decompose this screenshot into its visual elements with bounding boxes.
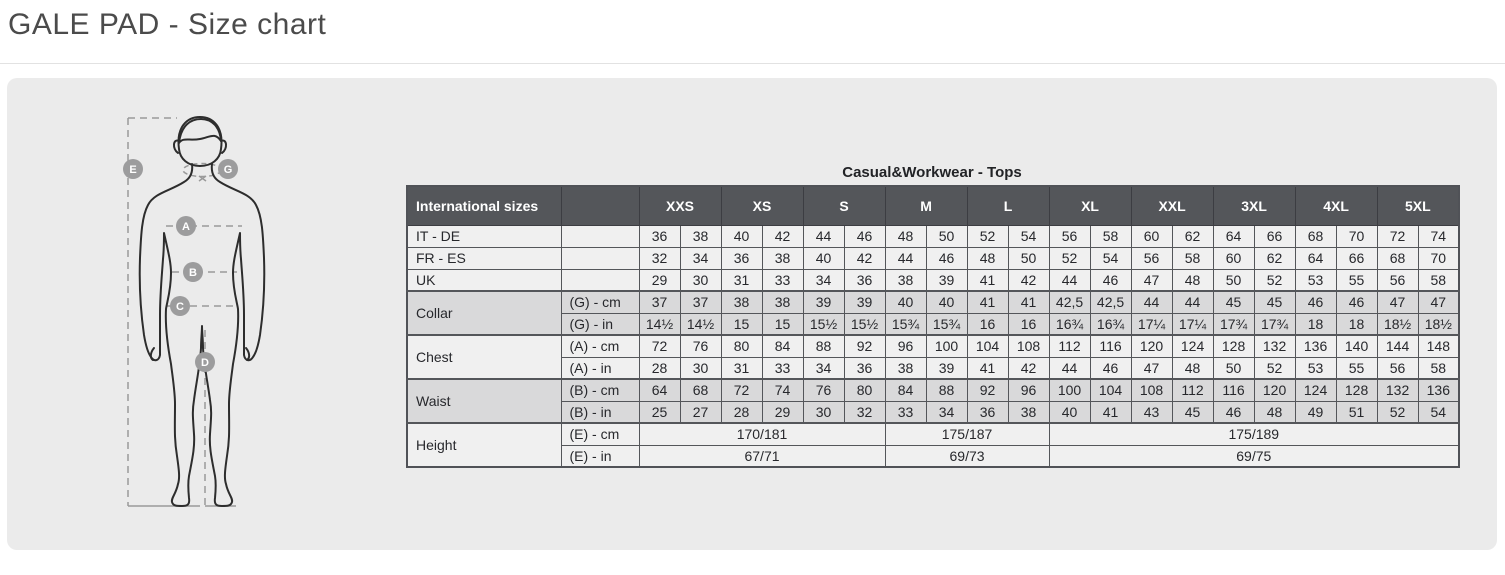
size-value: 36 xyxy=(844,357,885,379)
size-value: 84 xyxy=(762,335,803,357)
size-value: 100 xyxy=(926,335,967,357)
size-value: 76 xyxy=(803,379,844,401)
size-value: 58 xyxy=(1418,269,1459,291)
size-value: 38 xyxy=(885,357,926,379)
table-row-chest-cm xyxy=(407,335,1459,357)
table-row-waist-in xyxy=(407,401,1459,423)
size-value: 54 xyxy=(1008,225,1049,247)
size-value: 46 xyxy=(1336,291,1377,313)
size-value: 56 xyxy=(1377,269,1418,291)
table-header-row xyxy=(407,186,1459,225)
size-value: 36 xyxy=(721,247,762,269)
size-value: 58 xyxy=(1418,357,1459,379)
size-value: 68 xyxy=(1295,225,1336,247)
size-value: 53 xyxy=(1295,269,1336,291)
size-value: 31 xyxy=(721,269,762,291)
size-value: 39 xyxy=(803,291,844,313)
size-value: 33 xyxy=(762,269,803,291)
row-label: IT - DE xyxy=(407,225,561,247)
size-value: 32 xyxy=(844,401,885,423)
size-value: 48 xyxy=(1172,269,1213,291)
size-value: 30 xyxy=(803,401,844,423)
size-value: 14½ xyxy=(680,313,721,335)
size-value: 108 xyxy=(1131,379,1172,401)
size-value: 31 xyxy=(721,357,762,379)
size-value: 33 xyxy=(885,401,926,423)
table-row-height-in xyxy=(407,445,1459,467)
size-value: 42 xyxy=(1008,357,1049,379)
size-value: 16¾ xyxy=(1090,313,1131,335)
size-value: 27 xyxy=(680,401,721,423)
size-value: 44 xyxy=(1049,269,1090,291)
size-value: 17¼ xyxy=(1131,313,1172,335)
size-value: 48 xyxy=(885,225,926,247)
size-value: 53 xyxy=(1295,357,1336,379)
size-value: 120 xyxy=(1254,379,1295,401)
size-value: 140 xyxy=(1336,335,1377,357)
size-value: 38 xyxy=(762,291,803,313)
size-value: 40 xyxy=(885,291,926,313)
size-value: 128 xyxy=(1213,335,1254,357)
size-value: 38 xyxy=(762,247,803,269)
size-value: 116 xyxy=(1213,379,1254,401)
size-value: 18 xyxy=(1336,313,1377,335)
size-value: 52 xyxy=(1254,357,1295,379)
header-size-xxl: XXL xyxy=(1131,186,1213,225)
row-unit-label: (A) - in xyxy=(561,357,639,379)
size-value: 136 xyxy=(1418,379,1459,401)
body-measurement-diagram xyxy=(115,108,275,520)
header-size-5xl: 5XL xyxy=(1377,186,1459,225)
size-value: 40 xyxy=(1049,401,1090,423)
size-value: 17¾ xyxy=(1254,313,1295,335)
size-value: 68 xyxy=(680,379,721,401)
size-value: 40 xyxy=(803,247,844,269)
row-unit-label: (E) - cm xyxy=(561,423,639,445)
size-value: 116 xyxy=(1090,335,1131,357)
merged-size-value: 170/181 xyxy=(639,423,885,445)
size-value: 38 xyxy=(1008,401,1049,423)
badge-D-label: D xyxy=(201,357,209,369)
size-value: 38 xyxy=(680,225,721,247)
size-value: 15 xyxy=(762,313,803,335)
size-value: 128 xyxy=(1336,379,1377,401)
size-value: 66 xyxy=(1254,225,1295,247)
size-value: 28 xyxy=(721,401,762,423)
size-value: 39 xyxy=(926,357,967,379)
size-value: 112 xyxy=(1172,379,1213,401)
size-value: 42,5 xyxy=(1049,291,1090,313)
header-international-sizes: International sizes xyxy=(407,186,561,225)
size-value: 112 xyxy=(1049,335,1090,357)
row-unit-label: (G) - cm xyxy=(561,291,639,313)
size-value: 43 xyxy=(1131,401,1172,423)
size-value: 36 xyxy=(639,225,680,247)
header-size-m: M xyxy=(885,186,967,225)
size-value: 16¾ xyxy=(1049,313,1090,335)
row-group-label: Collar xyxy=(407,291,561,335)
size-value: 41 xyxy=(967,357,1008,379)
size-value: 45 xyxy=(1213,291,1254,313)
size-value: 18 xyxy=(1295,313,1336,335)
row-unit-label: (B) - cm xyxy=(561,379,639,401)
size-value: 46 xyxy=(1090,357,1131,379)
size-value: 50 xyxy=(1213,269,1254,291)
size-value: 40 xyxy=(721,225,762,247)
size-value: 50 xyxy=(926,225,967,247)
row-group-label: Chest xyxy=(407,335,561,379)
size-value: 88 xyxy=(803,335,844,357)
size-value: 80 xyxy=(844,379,885,401)
size-value: 64 xyxy=(1213,225,1254,247)
size-value: 62 xyxy=(1254,247,1295,269)
size-value: 15¾ xyxy=(885,313,926,335)
size-value: 104 xyxy=(967,335,1008,357)
size-value: 17¼ xyxy=(1172,313,1213,335)
size-value: 15½ xyxy=(803,313,844,335)
size-value: 108 xyxy=(1008,335,1049,357)
size-value: 88 xyxy=(926,379,967,401)
size-value: 46 xyxy=(926,247,967,269)
size-value: 45 xyxy=(1254,291,1295,313)
size-value: 54 xyxy=(1090,247,1131,269)
header-size-3xl: 3XL xyxy=(1213,186,1295,225)
row-unit-label: (B) - in xyxy=(561,401,639,423)
row-unit-label: (G) - in xyxy=(561,313,639,335)
size-value: 38 xyxy=(885,269,926,291)
size-value: 25 xyxy=(639,401,680,423)
size-value: 28 xyxy=(639,357,680,379)
size-value: 37 xyxy=(639,291,680,313)
size-value: 62 xyxy=(1172,225,1213,247)
size-value: 39 xyxy=(844,291,885,313)
size-value: 56 xyxy=(1049,225,1090,247)
size-value: 68 xyxy=(1377,247,1418,269)
page-title: GALE PAD - Size chart xyxy=(8,8,327,41)
size-value: 124 xyxy=(1172,335,1213,357)
size-value: 41 xyxy=(1090,401,1131,423)
size-value: 47 xyxy=(1131,357,1172,379)
size-value: 74 xyxy=(762,379,803,401)
size-value: 92 xyxy=(967,379,1008,401)
merged-size-value: 175/189 xyxy=(1049,423,1459,445)
size-value: 42 xyxy=(1008,269,1049,291)
size-value: 47 xyxy=(1131,269,1172,291)
size-value: 51 xyxy=(1336,401,1377,423)
size-value: 60 xyxy=(1131,225,1172,247)
size-value: 32 xyxy=(639,247,680,269)
size-value: 132 xyxy=(1377,379,1418,401)
size-value: 92 xyxy=(844,335,885,357)
table-row-collar-cm xyxy=(407,291,1459,313)
size-value: 46 xyxy=(1295,291,1336,313)
row-unit-label: (E) - in xyxy=(561,445,639,467)
size-value: 48 xyxy=(967,247,1008,269)
size-value: 16 xyxy=(1008,313,1049,335)
size-value: 56 xyxy=(1377,357,1418,379)
size-value: 96 xyxy=(885,335,926,357)
table-title: Casual&Workwear - Tops xyxy=(842,164,1022,181)
size-value: 52 xyxy=(1254,269,1295,291)
size-value: 48 xyxy=(1254,401,1295,423)
size-value: 72 xyxy=(1377,225,1418,247)
size-value: 46 xyxy=(1213,401,1254,423)
size-value: 52 xyxy=(967,225,1008,247)
table-row-it-de xyxy=(407,225,1459,247)
size-value: 56 xyxy=(1131,247,1172,269)
table-row-chest-in xyxy=(407,357,1459,379)
row-unit-blank xyxy=(561,225,639,247)
size-value: 47 xyxy=(1418,291,1459,313)
size-value: 104 xyxy=(1090,379,1131,401)
size-chart-panel xyxy=(7,78,1497,550)
size-value: 39 xyxy=(926,269,967,291)
size-value: 96 xyxy=(1008,379,1049,401)
size-value: 15 xyxy=(721,313,762,335)
size-value: 44 xyxy=(803,225,844,247)
table-row-collar-in xyxy=(407,313,1459,335)
row-unit-label: (A) - cm xyxy=(561,335,639,357)
size-table xyxy=(406,185,1460,468)
row-label: FR - ES xyxy=(407,247,561,269)
size-value: 124 xyxy=(1295,379,1336,401)
badge-C-label: C xyxy=(176,301,184,313)
header-blank-cell xyxy=(561,186,639,225)
size-value: 34 xyxy=(803,269,844,291)
header-size-xs: XS xyxy=(721,186,803,225)
size-value: 34 xyxy=(926,401,967,423)
size-value: 72 xyxy=(721,379,762,401)
size-value: 42 xyxy=(844,247,885,269)
ears-outline xyxy=(174,140,226,153)
size-value: 42,5 xyxy=(1090,291,1131,313)
size-value: 144 xyxy=(1377,335,1418,357)
header-size-4xl: 4XL xyxy=(1295,186,1377,225)
merged-size-value: 175/187 xyxy=(885,423,1049,445)
size-value: 33 xyxy=(762,357,803,379)
size-value: 60 xyxy=(1213,247,1254,269)
header-size-l: L xyxy=(967,186,1049,225)
size-value: 34 xyxy=(803,357,844,379)
size-value: 54 xyxy=(1418,401,1459,423)
table-row-height-cm xyxy=(407,423,1459,445)
size-value: 17¾ xyxy=(1213,313,1254,335)
size-value: 45 xyxy=(1172,401,1213,423)
size-value: 66 xyxy=(1336,247,1377,269)
size-value: 148 xyxy=(1418,335,1459,357)
size-value: 16 xyxy=(967,313,1008,335)
header-size-xl: XL xyxy=(1049,186,1131,225)
size-value: 84 xyxy=(885,379,926,401)
size-value: 58 xyxy=(1090,225,1131,247)
size-value: 41 xyxy=(1008,291,1049,313)
size-value: 18½ xyxy=(1377,313,1418,335)
size-value: 44 xyxy=(1172,291,1213,313)
merged-size-value: 69/73 xyxy=(885,445,1049,467)
table-row-uk xyxy=(407,269,1459,291)
size-value: 72 xyxy=(639,335,680,357)
size-value: 29 xyxy=(639,269,680,291)
size-value: 70 xyxy=(1418,247,1459,269)
header-divider xyxy=(0,63,1505,64)
row-group-label: Waist xyxy=(407,379,561,423)
merged-size-value: 67/71 xyxy=(639,445,885,467)
size-value: 55 xyxy=(1336,269,1377,291)
size-value: 136 xyxy=(1295,335,1336,357)
body-outline xyxy=(140,164,265,506)
size-value: 100 xyxy=(1049,379,1090,401)
size-value: 64 xyxy=(1295,247,1336,269)
header-size-s: S xyxy=(803,186,885,225)
size-value: 36 xyxy=(967,401,1008,423)
size-value: 44 xyxy=(1131,291,1172,313)
badge-A-label: A xyxy=(182,221,190,233)
table-row-waist-cm xyxy=(407,379,1459,401)
size-value: 40 xyxy=(926,291,967,313)
size-value: 76 xyxy=(680,335,721,357)
badge-B-label: B xyxy=(189,267,197,279)
size-value: 50 xyxy=(1213,357,1254,379)
size-value: 44 xyxy=(1049,357,1090,379)
size-value: 36 xyxy=(844,269,885,291)
size-value: 74 xyxy=(1418,225,1459,247)
size-value: 37 xyxy=(680,291,721,313)
size-value: 52 xyxy=(1049,247,1090,269)
size-value: 14½ xyxy=(639,313,680,335)
size-value: 44 xyxy=(885,247,926,269)
table-row-fr-es xyxy=(407,247,1459,269)
size-value: 15½ xyxy=(844,313,885,335)
size-value: 41 xyxy=(967,269,1008,291)
row-group-label: Height xyxy=(407,423,561,467)
size-value: 34 xyxy=(680,247,721,269)
badge-G-label: G xyxy=(223,164,233,176)
merged-size-value: 69/75 xyxy=(1049,445,1459,467)
header-size-xxs: XXS xyxy=(639,186,721,225)
size-value: 49 xyxy=(1295,401,1336,423)
size-value: 41 xyxy=(967,291,1008,313)
size-value: 15¾ xyxy=(926,313,967,335)
size-value: 132 xyxy=(1254,335,1295,357)
size-value: 30 xyxy=(680,269,721,291)
size-value: 46 xyxy=(1090,269,1131,291)
row-label: UK xyxy=(407,269,561,291)
size-value: 48 xyxy=(1172,357,1213,379)
size-value: 47 xyxy=(1377,291,1418,313)
size-value: 55 xyxy=(1336,357,1377,379)
size-value: 18½ xyxy=(1418,313,1459,335)
row-unit-blank xyxy=(561,269,639,291)
size-value: 38 xyxy=(721,291,762,313)
size-value: 46 xyxy=(844,225,885,247)
size-value: 52 xyxy=(1377,401,1418,423)
size-value: 64 xyxy=(639,379,680,401)
size-value: 80 xyxy=(721,335,762,357)
size-table-area xyxy=(406,163,1458,468)
row-unit-blank xyxy=(561,247,639,269)
size-value: 30 xyxy=(680,357,721,379)
size-value: 29 xyxy=(762,401,803,423)
size-value: 50 xyxy=(1008,247,1049,269)
size-value: 70 xyxy=(1336,225,1377,247)
size-value: 120 xyxy=(1131,335,1172,357)
badge-E-label: E xyxy=(129,164,137,176)
body-figure-svg xyxy=(115,108,275,520)
size-value: 42 xyxy=(762,225,803,247)
size-value: 58 xyxy=(1172,247,1213,269)
